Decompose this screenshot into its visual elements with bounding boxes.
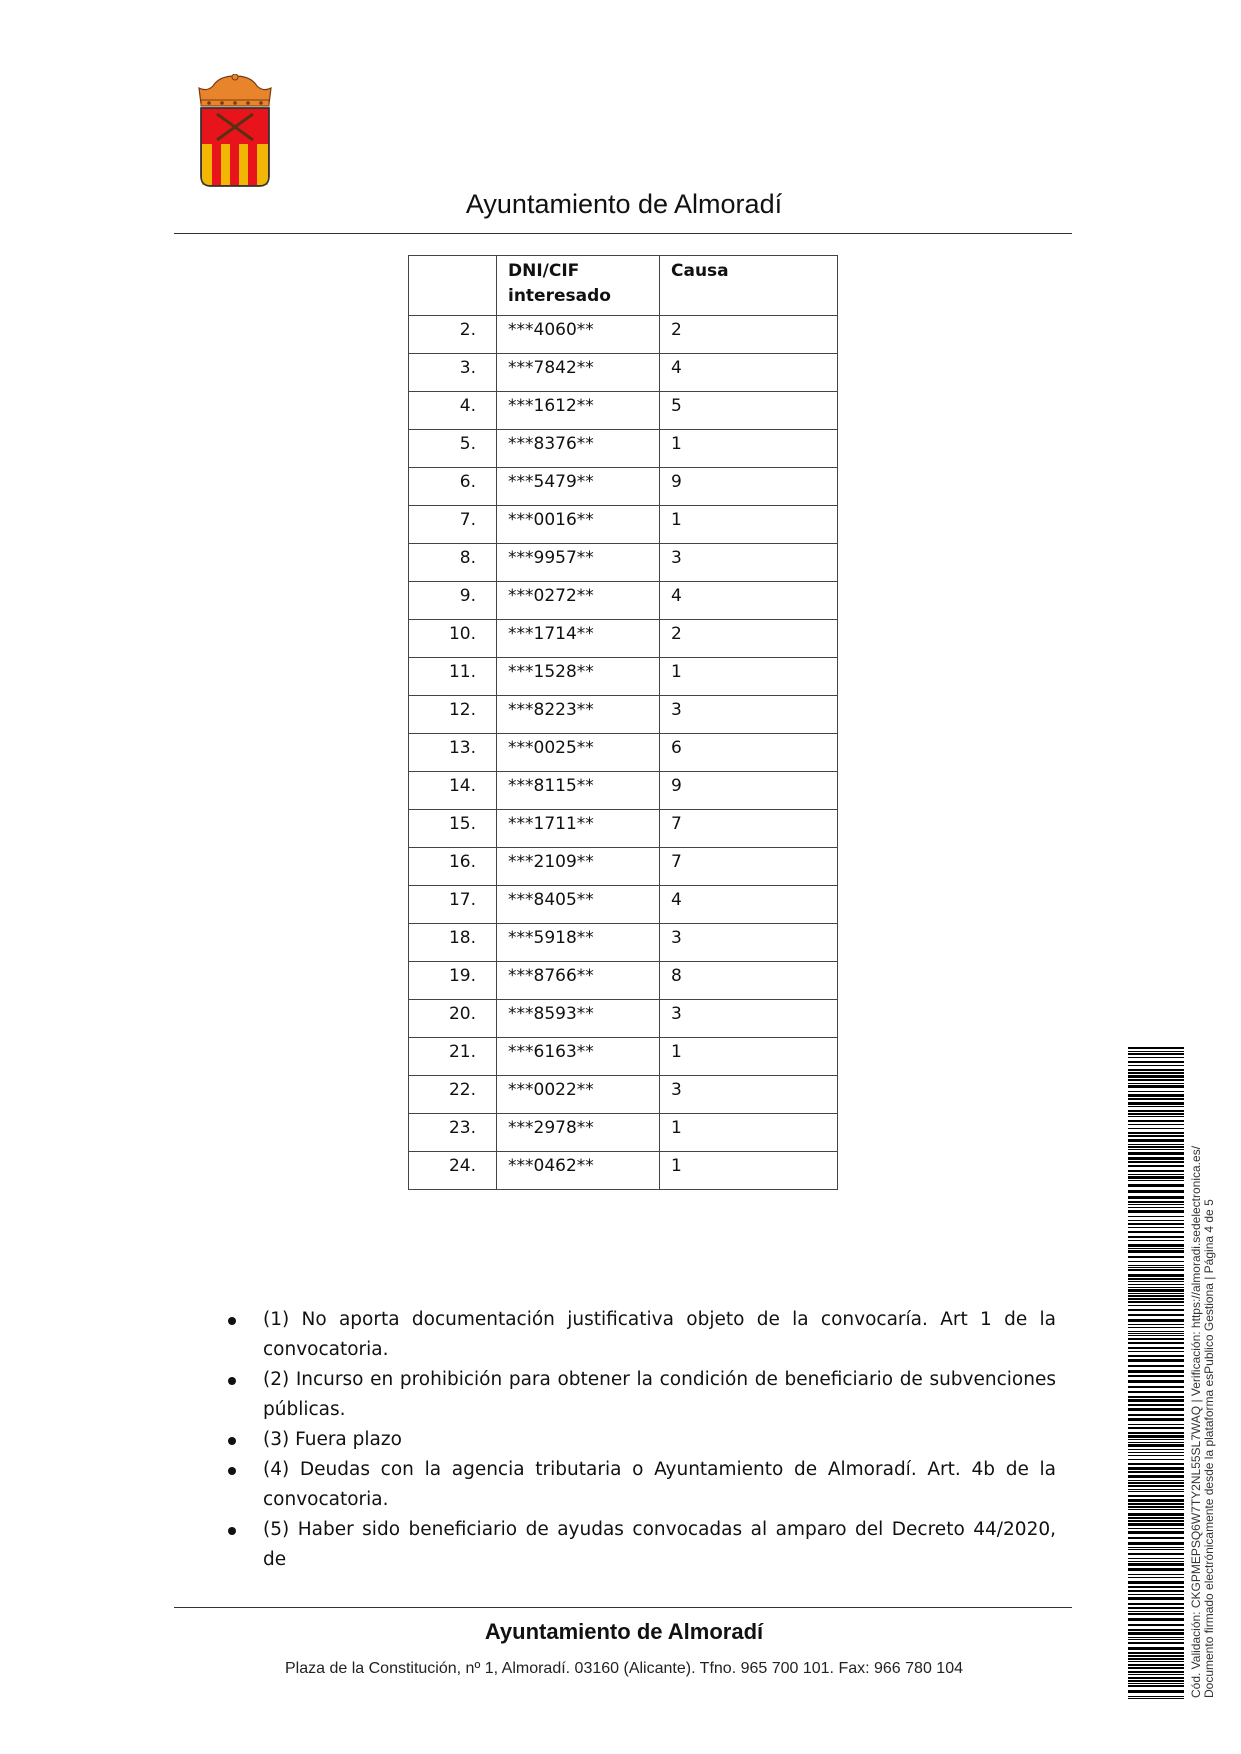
list-item bbox=[226, 1515, 1056, 1575]
table-row bbox=[409, 506, 838, 544]
causa-cell: 3 bbox=[660, 696, 838, 734]
footer-address: Plaza de la Constitución, nº 1, Almoradí. 03160 (Alicante). Tfno. 965 700 101. Fax: 966 780 104 bbox=[285, 1660, 963, 1677]
table-row bbox=[409, 1114, 838, 1152]
causa-cell: 1 bbox=[660, 1152, 838, 1190]
dni-cell: ***1714** bbox=[497, 620, 660, 658]
table-row bbox=[409, 886, 838, 924]
verification-text bbox=[1190, 1038, 1216, 1698]
causa-cell: 9 bbox=[660, 468, 838, 506]
causa-cell: 4 bbox=[660, 582, 838, 620]
causa-cell: 3 bbox=[660, 544, 838, 582]
column-header-dni: DNI/CIF interesado bbox=[497, 256, 660, 316]
causa-cell: 6 bbox=[660, 734, 838, 772]
causa-cell: 8 bbox=[660, 962, 838, 1000]
causa-cell: 1 bbox=[660, 1114, 838, 1152]
causa-cell: 3 bbox=[660, 1000, 838, 1038]
dni-cell: ***4060** bbox=[497, 316, 660, 354]
row-number: 17. bbox=[409, 886, 497, 924]
row-number: 12. bbox=[409, 696, 497, 734]
dni-cell: ***0272** bbox=[497, 582, 660, 620]
list-item bbox=[226, 1305, 1056, 1365]
dni-cell: ***1711** bbox=[497, 810, 660, 848]
causa-cell: 1 bbox=[660, 506, 838, 544]
dni-cell: ***8115** bbox=[497, 772, 660, 810]
note-text: (4) Deudas con la agencia tributaria o Ayuntamiento de Almoradí. Art. 4b de la convocatoria. bbox=[263, 1459, 1056, 1510]
table-row bbox=[409, 354, 838, 392]
table-row bbox=[409, 620, 838, 658]
causa-cell: 2 bbox=[660, 316, 838, 354]
dni-cell: ***0016** bbox=[497, 506, 660, 544]
row-number: 21. bbox=[409, 1038, 497, 1076]
causa-cell: 4 bbox=[660, 354, 838, 392]
causa-cell: 7 bbox=[660, 848, 838, 886]
dni-cell: ***8593** bbox=[497, 1000, 660, 1038]
row-number: 23. bbox=[409, 1114, 497, 1152]
table-row bbox=[409, 658, 838, 696]
causa-cell: 1 bbox=[660, 658, 838, 696]
row-number: 4. bbox=[409, 392, 497, 430]
verification-line-1: Cód. Validación: CKGPMEPSQ6W7TY2NL55SL7WAQ | Verificación: https://almoradi.sedelectronica.es/ bbox=[1189, 1145, 1203, 1698]
dni-cell: ***2978** bbox=[497, 1114, 660, 1152]
table-body bbox=[409, 316, 838, 1190]
list-item bbox=[226, 1455, 1056, 1515]
table-row bbox=[409, 468, 838, 506]
verification-line-2: Documento firmado electrónicamente desde la plataforma esPublico Gestiona | Página 4 de 5 bbox=[1202, 1199, 1216, 1698]
causa-cell: 5 bbox=[660, 392, 838, 430]
causa-cell: 9 bbox=[660, 772, 838, 810]
table-row bbox=[409, 1076, 838, 1114]
header-title: Ayuntamiento de Almoradí bbox=[465, 189, 783, 219]
note-text: (2) Incurso en prohibición para obtener la condición de beneficiario de subvenciones públicas. bbox=[263, 1369, 1056, 1420]
dni-cell: ***1528** bbox=[497, 658, 660, 696]
table-row bbox=[409, 316, 838, 354]
row-number: 13. bbox=[409, 734, 497, 772]
applicants-table bbox=[408, 255, 838, 1190]
row-number: 2. bbox=[409, 316, 497, 354]
dni-cell: ***8405** bbox=[497, 886, 660, 924]
bullet-icon bbox=[228, 1377, 236, 1385]
causa-cell: 3 bbox=[660, 1076, 838, 1114]
row-number: 16. bbox=[409, 848, 497, 886]
dni-cell: ***8223** bbox=[497, 696, 660, 734]
table-row bbox=[409, 848, 838, 886]
table-row bbox=[409, 924, 838, 962]
row-number: 15. bbox=[409, 810, 497, 848]
table-row bbox=[409, 810, 838, 848]
bullet-icon bbox=[228, 1527, 236, 1535]
table-row bbox=[409, 1038, 838, 1076]
dni-cell: ***7842** bbox=[497, 354, 660, 392]
table-row bbox=[409, 1152, 838, 1190]
dni-cell: ***8376** bbox=[497, 430, 660, 468]
list-item bbox=[226, 1425, 1056, 1455]
note-text: (1) No aporta documentación justificativa objeto de la convocaría. Art 1 de la convocatoria. bbox=[263, 1309, 1056, 1360]
row-number: 22. bbox=[409, 1076, 497, 1114]
row-number: 6. bbox=[409, 468, 497, 506]
note-text: (3) Fuera plazo bbox=[263, 1429, 402, 1450]
table-row bbox=[409, 544, 838, 582]
footer-title: Ayuntamiento de Almoradí bbox=[484, 1619, 764, 1644]
dni-cell: ***0025** bbox=[497, 734, 660, 772]
row-number: 10. bbox=[409, 620, 497, 658]
table-row bbox=[409, 772, 838, 810]
dni-cell: ***0022** bbox=[497, 1076, 660, 1114]
column-header-causa: Causa bbox=[660, 256, 838, 316]
list-item bbox=[226, 1365, 1056, 1425]
row-number: 14. bbox=[409, 772, 497, 810]
dni-cell: ***2109** bbox=[497, 848, 660, 886]
dni-cell: ***5918** bbox=[497, 924, 660, 962]
bullet-icon bbox=[228, 1317, 236, 1325]
table-row bbox=[409, 962, 838, 1000]
row-number: 3. bbox=[409, 354, 497, 392]
dni-cell: ***5479** bbox=[497, 468, 660, 506]
footer-divider bbox=[174, 1607, 1072, 1608]
table-row bbox=[409, 582, 838, 620]
table-row bbox=[409, 430, 838, 468]
table-row bbox=[409, 392, 838, 430]
row-number: 18. bbox=[409, 924, 497, 962]
column-header-number bbox=[409, 256, 497, 316]
dni-cell: ***1612** bbox=[497, 392, 660, 430]
note-text: (5) Haber sido beneficiario de ayudas convocadas al amparo del Decreto 44/2020, de bbox=[263, 1519, 1056, 1570]
dni-cell: ***8766** bbox=[497, 962, 660, 1000]
header-divider bbox=[174, 233, 1072, 234]
table-row bbox=[409, 696, 838, 734]
causa-cell: 1 bbox=[660, 430, 838, 468]
causa-cell: 2 bbox=[660, 620, 838, 658]
coat-of-arms-logo bbox=[195, 74, 275, 190]
row-number: 7. bbox=[409, 506, 497, 544]
table-row bbox=[409, 734, 838, 772]
dni-cell: ***9957** bbox=[497, 544, 660, 582]
row-number: 5. bbox=[409, 430, 497, 468]
row-number: 9. bbox=[409, 582, 497, 620]
bullet-icon bbox=[228, 1467, 236, 1475]
bullet-icon bbox=[228, 1437, 236, 1445]
causa-cell: 3 bbox=[660, 924, 838, 962]
row-number: 8. bbox=[409, 544, 497, 582]
table-header-row bbox=[409, 256, 838, 316]
row-number: 11. bbox=[409, 658, 497, 696]
causa-cell: 1 bbox=[660, 1038, 838, 1076]
dni-cell: ***6163** bbox=[497, 1038, 660, 1076]
row-number: 24. bbox=[409, 1152, 497, 1190]
dni-cell: ***0462** bbox=[497, 1152, 660, 1190]
row-number: 19. bbox=[409, 962, 497, 1000]
row-number: 20. bbox=[409, 1000, 497, 1038]
barcode-image bbox=[1128, 1047, 1184, 1699]
causes-legend-list bbox=[226, 1305, 1056, 1575]
causa-cell: 7 bbox=[660, 810, 838, 848]
causa-cell: 4 bbox=[660, 886, 838, 924]
table-row bbox=[409, 1000, 838, 1038]
